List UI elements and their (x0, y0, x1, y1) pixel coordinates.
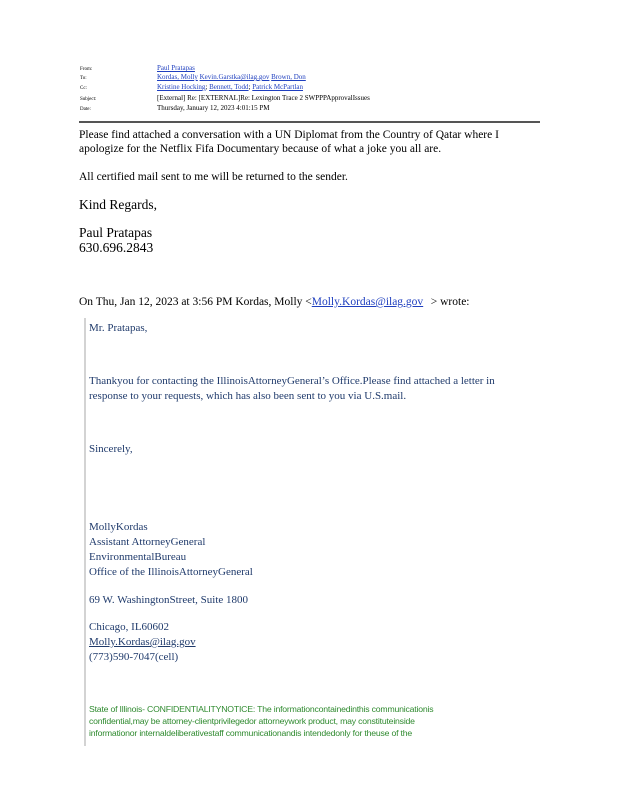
quoted-signature-bureau: EnvironmentalBureau (89, 551, 187, 563)
quote-intro-suffix: > wrote: (430, 296, 470, 308)
body-line: All certified mail sent to me will be returned to the sender. (79, 171, 348, 183)
quoted-email-link[interactable]: Molly.Kordas@ilag.gov (89, 636, 196, 648)
cc-recipient-link[interactable]: Bennett, Todd (209, 83, 249, 91)
closing: Kind Regards, (79, 197, 157, 212)
header-cc-row: Cc: Kristine Hocking; Bennett, Todd; Patrick McPartlan (80, 83, 304, 91)
quoted-signature-office: Office of the IllinoisAttorneyGeneral (89, 566, 253, 578)
quoted-greeting: Mr. Pratapas, (89, 322, 148, 334)
cc-recipient-link[interactable]: Patrick McPartlan (252, 83, 304, 91)
quoted-paragraph-line: Thankyou for contacting the IllinoisAttorneyGeneral’s Office.Please find attached a letter in (89, 375, 495, 387)
signature-name: Paul Pratapas (79, 225, 153, 240)
to-label: To: (80, 76, 87, 81)
quoted-sincerely: Sincerely, (89, 443, 133, 455)
from-label: From: (80, 67, 93, 72)
signature-phone: 630.696.2843 (79, 240, 154, 255)
to-recipient-link[interactable]: Kordas, Molly (157, 73, 198, 81)
confidentiality-notice-line: informationor internaldeliberativestaff communicationandis intendedonly for theuse of the (89, 728, 412, 738)
quoted-signature-title: Assistant AttorneyGeneral (89, 536, 206, 548)
subject-value: [External] Re: [EXTERNAL]Re: Lexington Trace 2 SWPPPApprovalIssues (157, 94, 370, 102)
date-label: Date: (80, 107, 91, 112)
quote-bar (84, 318, 86, 746)
cc-label: Cc: (80, 86, 87, 91)
subject-label: Subject: (80, 97, 97, 102)
to-recipient-link[interactable]: Brown, Don (271, 73, 306, 81)
body-line: apologize for the Netflix Fifa Documentary because of what a joke you all are. (79, 143, 442, 155)
confidentiality-notice-line: confidential,may be attorney-clientprivilegedor attorneywork product, may constituteinside (89, 716, 415, 726)
header-subject-row (80, 94, 370, 104)
quoted-address-street: 69 W. WashingtonStreet, Suite 1800 (89, 594, 249, 606)
quoted-address-city: Chicago, IL60602 (89, 621, 170, 633)
date-value: Thursday, January 12, 2023 4:01:15 PM (157, 104, 270, 112)
to-recipient-link[interactable]: Kevin.Garstka@ilag.gov (199, 73, 270, 81)
header-divider (79, 121, 540, 123)
quote-intro (79, 296, 470, 309)
quoted-paragraph-line: response to your requests, which has also been sent to you via U.S.mail. (89, 390, 407, 402)
quoted-signature-name: MollyKordas (89, 521, 148, 533)
quoted-phone: (773)590-7047(cell) (89, 651, 179, 663)
from-link[interactable]: Paul Pratapas (157, 64, 195, 72)
quote-intro-email-link[interactable]: Molly.Kordas@ilag.gov (311, 296, 424, 308)
quote-intro-prefix: On Thu, Jan 12, 2023 at 3:56 PM Kordas, Molly < (79, 296, 312, 308)
confidentiality-notice-line: State of Illinois- CONFIDENTIALITYNOTICE: The informationcontainedinthis communicationis (89, 704, 434, 714)
header-date-row (80, 104, 270, 114)
header-to-row (80, 73, 306, 83)
body-line: Please find attached a conversation with a UN Diplomat from the Country of Qatar where I (79, 129, 499, 141)
cc-recipient-link[interactable]: Kristine Hocking (157, 83, 206, 91)
